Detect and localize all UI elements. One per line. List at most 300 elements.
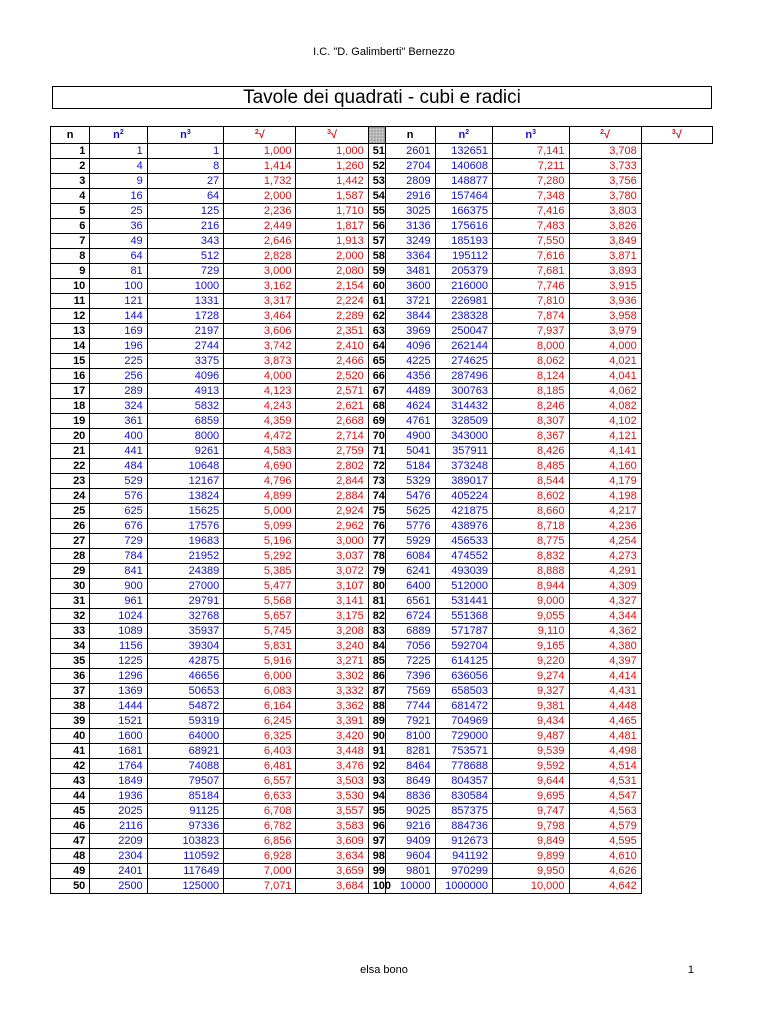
cell-n: 46	[51, 819, 90, 834]
cell-cbrt: 3,849	[569, 234, 641, 249]
cell-cube: 148877	[435, 174, 492, 189]
cell-square: 5041	[385, 444, 435, 459]
cell-cube: 438976	[435, 519, 492, 534]
cell-n: 91	[368, 744, 385, 759]
cell-cube: 729	[147, 264, 224, 279]
table-row	[51, 219, 713, 234]
cell-n: 32	[51, 609, 90, 624]
cell-square: 100	[90, 279, 147, 294]
cell-cbrt: 1,587	[296, 189, 368, 204]
cell-cube: 17576	[147, 519, 224, 534]
table-row	[51, 429, 713, 444]
cell-n: 6	[51, 219, 90, 234]
cell-square: 5929	[385, 534, 435, 549]
cell-sqrt: 4,690	[224, 459, 296, 474]
cell-cbrt: 3,780	[569, 189, 641, 204]
cell-n: 39	[51, 714, 90, 729]
table-row	[51, 624, 713, 639]
cell-square: 9801	[385, 864, 435, 879]
cell-square: 3249	[385, 234, 435, 249]
cell-n: 100	[368, 879, 385, 894]
cell-square: 4	[90, 159, 147, 174]
cell-sqrt: 7,746	[493, 279, 570, 294]
cell-n: 11	[51, 294, 90, 309]
cell-n: 57	[368, 234, 385, 249]
cell-sqrt: 5,196	[224, 534, 296, 549]
cell-sqrt: 6,557	[224, 774, 296, 789]
table-row	[51, 399, 713, 414]
cell-cbrt: 3,871	[569, 249, 641, 264]
cell-cube: 216000	[435, 279, 492, 294]
cell-n: 82	[368, 609, 385, 624]
cell-sqrt: 4,243	[224, 399, 296, 414]
cell-square: 64	[90, 249, 147, 264]
cell-square: 3481	[385, 264, 435, 279]
cell-sqrt: 4,583	[224, 444, 296, 459]
cell-cube: 636056	[435, 669, 492, 684]
table-row	[51, 834, 713, 849]
cell-cbrt: 4,217	[569, 504, 641, 519]
cell-square: 8281	[385, 744, 435, 759]
cell-sqrt: 7,874	[493, 309, 570, 324]
cell-square: 5329	[385, 474, 435, 489]
table-row	[51, 369, 713, 384]
cell-sqrt: 8,000	[493, 339, 570, 354]
cell-sqrt: 7,280	[493, 174, 570, 189]
cell-cube: 140608	[435, 159, 492, 174]
cell-n: 75	[368, 504, 385, 519]
cell-square: 2809	[385, 174, 435, 189]
cell-cbrt: 4,362	[569, 624, 641, 639]
cell-cube: 9261	[147, 444, 224, 459]
cell-sqrt: 7,681	[493, 264, 570, 279]
cell-square: 16	[90, 189, 147, 204]
cell-sqrt: 3,162	[224, 279, 296, 294]
cell-sqrt: 8,367	[493, 429, 570, 444]
cell-sqrt: 8,944	[493, 579, 570, 594]
cell-square: 1225	[90, 654, 147, 669]
table-row	[51, 294, 713, 309]
cell-square: 2704	[385, 159, 435, 174]
cell-sqrt: 7,348	[493, 189, 570, 204]
cell-square: 6084	[385, 549, 435, 564]
table-row	[51, 744, 713, 759]
table-row	[51, 519, 713, 534]
cell-square: 7921	[385, 714, 435, 729]
cell-cube: 68921	[147, 744, 224, 759]
cell-square: 900	[90, 579, 147, 594]
cell-cbrt: 3,557	[296, 804, 368, 819]
cell-n: 18	[51, 399, 90, 414]
cell-cube: 970299	[435, 864, 492, 879]
school-header: I.C. "D. Galimberti" Bernezzo	[313, 46, 455, 58]
cell-cbrt: 4,579	[569, 819, 641, 834]
cell-cube: 8000	[147, 429, 224, 444]
cell-cbrt: 4,141	[569, 444, 641, 459]
cell-square: 1024	[90, 609, 147, 624]
cell-square: 2601	[385, 144, 435, 159]
cell-cube: 592704	[435, 639, 492, 654]
cell-n: 97	[368, 834, 385, 849]
cell-n: 31	[51, 594, 90, 609]
cell-sqrt: 9,327	[493, 684, 570, 699]
cell-n: 88	[368, 699, 385, 714]
cell-square: 4761	[385, 414, 435, 429]
cell-square: 25	[90, 204, 147, 219]
cell-cbrt: 1,442	[296, 174, 368, 189]
cell-square: 841	[90, 564, 147, 579]
cell-sqrt: 6,325	[224, 729, 296, 744]
cell-sqrt: 8,062	[493, 354, 570, 369]
cell-n: 67	[368, 384, 385, 399]
cell-square: 9409	[385, 834, 435, 849]
cell-cbrt: 4,595	[569, 834, 641, 849]
cell-cbrt: 2,571	[296, 384, 368, 399]
table-row	[51, 579, 713, 594]
cell-cbrt: 1,710	[296, 204, 368, 219]
cell-cube: 274625	[435, 354, 492, 369]
cell-cbrt: 2,410	[296, 339, 368, 354]
cell-cube: 27000	[147, 579, 224, 594]
cell-sqrt: 6,928	[224, 849, 296, 864]
cell-cbrt: 4,344	[569, 609, 641, 624]
table-row	[51, 729, 713, 744]
cell-cube: 753571	[435, 744, 492, 759]
cell-cbrt: 2,351	[296, 324, 368, 339]
cell-n: 65	[368, 354, 385, 369]
cell-n: 69	[368, 414, 385, 429]
cell-square: 3025	[385, 204, 435, 219]
cell-cube: 117649	[147, 864, 224, 879]
cell-cube: 35937	[147, 624, 224, 639]
table-row	[51, 804, 713, 819]
cell-square: 7744	[385, 699, 435, 714]
cell-sqrt: 7,550	[493, 234, 570, 249]
cell-cbrt: 4,465	[569, 714, 641, 729]
cell-cbrt: 3,803	[569, 204, 641, 219]
cell-sqrt: 8,185	[493, 384, 570, 399]
cell-n: 30	[51, 579, 90, 594]
page-number: 1	[687, 964, 694, 976]
cell-sqrt: 9,000	[493, 594, 570, 609]
cell-cbrt: 3,893	[569, 264, 641, 279]
cell-cube: 1728	[147, 309, 224, 324]
cell-sqrt: 4,899	[224, 489, 296, 504]
cell-sqrt: 6,856	[224, 834, 296, 849]
cell-cbrt: 3,530	[296, 789, 368, 804]
cell-cbrt: 3,979	[569, 324, 641, 339]
cell-cube: 74088	[147, 759, 224, 774]
cell-square: 196	[90, 339, 147, 354]
cell-n: 26	[51, 519, 90, 534]
cell-cube: 216	[147, 219, 224, 234]
cell-square: 3364	[385, 249, 435, 264]
cell-square: 3844	[385, 309, 435, 324]
cell-cube: 328509	[435, 414, 492, 429]
cell-square: 6561	[385, 594, 435, 609]
cell-n: 12	[51, 309, 90, 324]
table-row	[51, 789, 713, 804]
cell-sqrt: 2,000	[224, 189, 296, 204]
cell-square: 8464	[385, 759, 435, 774]
cell-square: 7569	[385, 684, 435, 699]
cell-n: 33	[51, 624, 90, 639]
cell-square: 5625	[385, 504, 435, 519]
table-row	[51, 849, 713, 864]
cell-cube: 474552	[435, 549, 492, 564]
cell-n: 23	[51, 474, 90, 489]
cell-n: 99	[368, 864, 385, 879]
cell-cbrt: 4,102	[569, 414, 641, 429]
cell-cube: 884736	[435, 819, 492, 834]
cell-n: 83	[368, 624, 385, 639]
cell-n: 3	[51, 174, 90, 189]
cell-cube: 857375	[435, 804, 492, 819]
cell-n: 20	[51, 429, 90, 444]
cell-n: 42	[51, 759, 90, 774]
table-row	[51, 249, 713, 264]
cell-cbrt: 4,397	[569, 654, 641, 669]
cell-cbrt: 3,659	[296, 864, 368, 879]
cell-cbrt: 4,082	[569, 399, 641, 414]
table-row	[51, 819, 713, 834]
table-row	[51, 879, 713, 894]
cell-n: 24	[51, 489, 90, 504]
table-row	[51, 354, 713, 369]
cell-sqrt: 9,220	[493, 654, 570, 669]
table-row	[51, 684, 713, 699]
cell-n: 60	[368, 279, 385, 294]
cell-n: 72	[368, 459, 385, 474]
cell-n: 8	[51, 249, 90, 264]
cell-cube: 287496	[435, 369, 492, 384]
cell-sqrt: 3,873	[224, 354, 296, 369]
cell-square: 5776	[385, 519, 435, 534]
cell-sqrt: 4,359	[224, 414, 296, 429]
cell-n: 62	[368, 309, 385, 324]
cell-sqrt: 7,071	[224, 879, 296, 894]
cell-square: 1	[90, 144, 147, 159]
cell-cbrt: 4,498	[569, 744, 641, 759]
cell-n: 86	[368, 669, 385, 684]
table-row	[51, 474, 713, 489]
cell-n: 9	[51, 264, 90, 279]
cell-square: 2304	[90, 849, 147, 864]
cell-square: 3600	[385, 279, 435, 294]
cell-cube: 24389	[147, 564, 224, 579]
cell-square: 8649	[385, 774, 435, 789]
cell-n: 87	[368, 684, 385, 699]
cell-cube: 19683	[147, 534, 224, 549]
cell-sqrt: 10,000	[493, 879, 570, 894]
cell-sqrt: 7,211	[493, 159, 570, 174]
cell-cbrt: 4,041	[569, 369, 641, 384]
cell-cube: 681472	[435, 699, 492, 714]
cell-cube: 912673	[435, 834, 492, 849]
cell-sqrt: 5,477	[224, 579, 296, 594]
cell-square: 1764	[90, 759, 147, 774]
cell-cube: 59319	[147, 714, 224, 729]
cell-sqrt: 2,449	[224, 219, 296, 234]
cell-cube: 185193	[435, 234, 492, 249]
cell-cube: 512	[147, 249, 224, 264]
cell-cube: 205379	[435, 264, 492, 279]
cell-sqrt: 3,000	[224, 264, 296, 279]
table-row	[51, 489, 713, 504]
cell-sqrt: 1,414	[224, 159, 296, 174]
cell-sqrt: 9,165	[493, 639, 570, 654]
cell-cbrt: 3,271	[296, 654, 368, 669]
cell-sqrt: 9,381	[493, 699, 570, 714]
cell-cbrt: 4,236	[569, 519, 641, 534]
cell-n: 59	[368, 264, 385, 279]
cell-sqrt: 8,307	[493, 414, 570, 429]
cell-n: 80	[368, 579, 385, 594]
cell-cube: 5832	[147, 399, 224, 414]
cell-n: 21	[51, 444, 90, 459]
cell-square: 9	[90, 174, 147, 189]
cell-cbrt: 4,481	[569, 729, 641, 744]
table-row	[51, 264, 713, 279]
cell-cube: 132651	[435, 144, 492, 159]
cell-square: 144	[90, 309, 147, 324]
cell-sqrt: 7,141	[493, 144, 570, 159]
cell-square: 4225	[385, 354, 435, 369]
cell-cbrt: 3,448	[296, 744, 368, 759]
cell-cube: 2197	[147, 324, 224, 339]
cell-sqrt: 7,000	[224, 864, 296, 879]
cell-n: 56	[368, 219, 385, 234]
cell-sqrt: 3,742	[224, 339, 296, 354]
cell-cube: 389017	[435, 474, 492, 489]
cell-cbrt: 3,634	[296, 849, 368, 864]
cell-cube: 512000	[435, 579, 492, 594]
table-row	[51, 339, 713, 354]
col-cbrt-left: $^3$√	[296, 127, 368, 144]
table-body	[51, 144, 713, 894]
cell-square: 1600	[90, 729, 147, 744]
cell-sqrt: 3,606	[224, 324, 296, 339]
cell-sqrt: 2,646	[224, 234, 296, 249]
cell-n: 49	[51, 864, 90, 879]
cell-cube: 54872	[147, 699, 224, 714]
cell-cube: 1331	[147, 294, 224, 309]
cell-n: 27	[51, 534, 90, 549]
cell-cube: 226981	[435, 294, 492, 309]
cell-cube: 343000	[435, 429, 492, 444]
cell-cube: 571787	[435, 624, 492, 639]
cell-square: 8100	[385, 729, 435, 744]
cell-cbrt: 4,160	[569, 459, 641, 474]
cell-square: 400	[90, 429, 147, 444]
table-row	[51, 774, 713, 789]
table-row	[51, 459, 713, 474]
cell-sqrt: 9,695	[493, 789, 570, 804]
cell-cube: 29791	[147, 594, 224, 609]
cell-n: 14	[51, 339, 90, 354]
cell-n: 92	[368, 759, 385, 774]
cell-square: 441	[90, 444, 147, 459]
cell-cbrt: 4,531	[569, 774, 641, 789]
cell-n: 90	[368, 729, 385, 744]
col-cube-left: $n^3$	[147, 127, 224, 144]
cell-cbrt: 2,154	[296, 279, 368, 294]
cell-cbrt: 3,503	[296, 774, 368, 789]
cell-cube: 804357	[435, 774, 492, 789]
cell-sqrt: 6,403	[224, 744, 296, 759]
cell-sqrt: 9,849	[493, 834, 570, 849]
cell-square: 2116	[90, 819, 147, 834]
cell-n: 29	[51, 564, 90, 579]
cell-cbrt: 4,563	[569, 804, 641, 819]
cell-cbrt: 4,309	[569, 579, 641, 594]
cell-cbrt: 3,476	[296, 759, 368, 774]
cell-n: 37	[51, 684, 90, 699]
cell-n: 93	[368, 774, 385, 789]
cell-cbrt: 3,915	[569, 279, 641, 294]
cell-sqrt: 9,487	[493, 729, 570, 744]
cell-cbrt: 2,000	[296, 249, 368, 264]
table-row	[51, 564, 713, 579]
table-row	[51, 174, 713, 189]
cell-n: 58	[368, 249, 385, 264]
cell-square: 529	[90, 474, 147, 489]
cell-n: 47	[51, 834, 90, 849]
cell-cbrt: 2,714	[296, 429, 368, 444]
cell-cbrt: 2,962	[296, 519, 368, 534]
cell-sqrt: 6,782	[224, 819, 296, 834]
cell-sqrt: 5,000	[224, 504, 296, 519]
cell-cube: 4096	[147, 369, 224, 384]
cell-cbrt: 3,708	[569, 144, 641, 159]
cell-sqrt: 5,292	[224, 549, 296, 564]
table-row	[51, 669, 713, 684]
cell-n: 45	[51, 804, 90, 819]
table-row	[51, 639, 713, 654]
cell-cbrt: 4,642	[569, 879, 641, 894]
cell-n: 28	[51, 549, 90, 564]
cell-cbrt: 3,684	[296, 879, 368, 894]
cell-sqrt: 6,245	[224, 714, 296, 729]
cell-square: 9604	[385, 849, 435, 864]
cell-cbrt: 2,844	[296, 474, 368, 489]
cell-cube: 405224	[435, 489, 492, 504]
table-row	[51, 609, 713, 624]
cell-square: 1156	[90, 639, 147, 654]
cell-cbrt: 2,466	[296, 354, 368, 369]
cell-sqrt: 7,937	[493, 324, 570, 339]
table-row	[51, 384, 713, 399]
cell-cbrt: 1,913	[296, 234, 368, 249]
cell-cube: 1000000	[435, 879, 492, 894]
cell-cbrt: 2,621	[296, 399, 368, 414]
cell-cbrt: 3,420	[296, 729, 368, 744]
cell-sqrt: 6,481	[224, 759, 296, 774]
cell-n: 38	[51, 699, 90, 714]
cell-cbrt: 3,391	[296, 714, 368, 729]
cell-square: 6889	[385, 624, 435, 639]
table-row	[51, 444, 713, 459]
cell-n: 98	[368, 849, 385, 864]
table-row	[51, 414, 713, 429]
table-row	[51, 279, 713, 294]
cell-sqrt: 8,485	[493, 459, 570, 474]
cell-square: 4096	[385, 339, 435, 354]
cell-cube: 314432	[435, 399, 492, 414]
cell-cube: 421875	[435, 504, 492, 519]
cell-square: 5476	[385, 489, 435, 504]
col-sqrt-right: $^2$√	[569, 127, 641, 144]
